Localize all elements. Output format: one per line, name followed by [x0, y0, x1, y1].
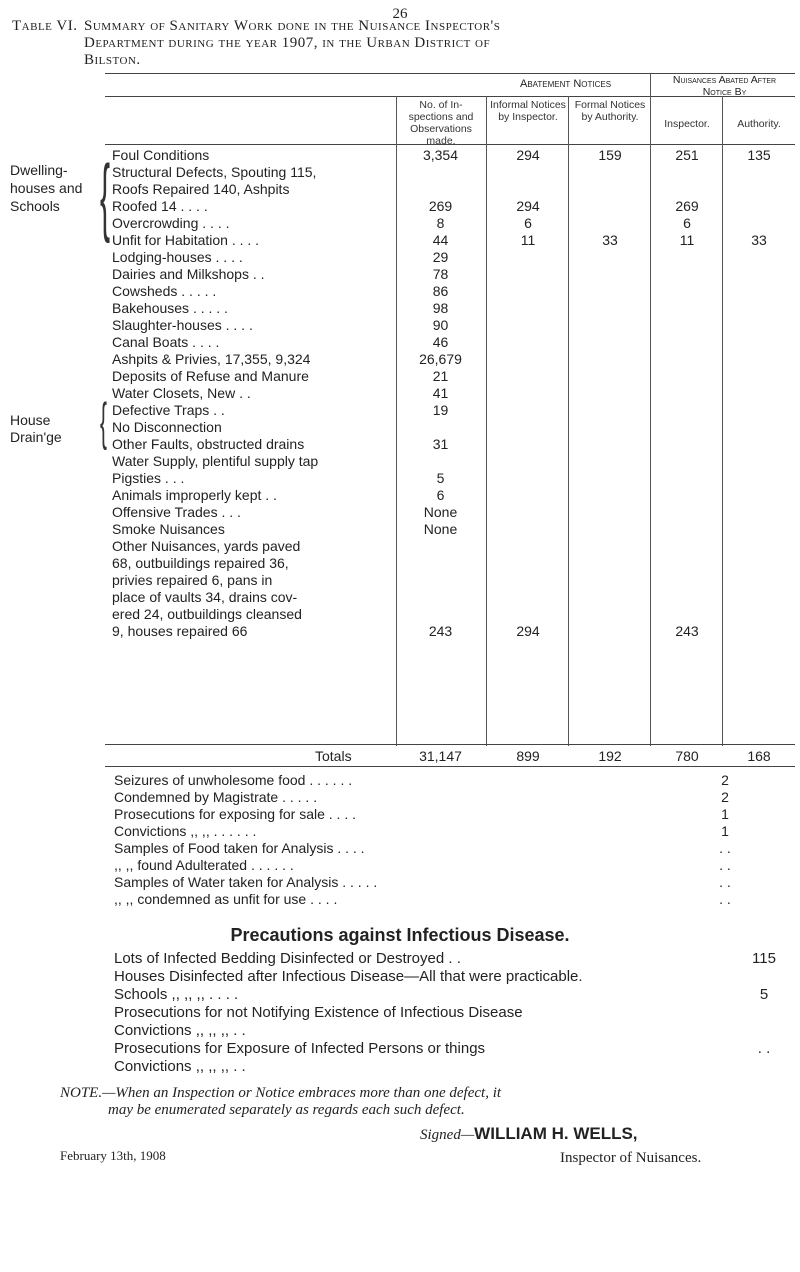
table-row: [0, 164, 800, 181]
misc-item-label: Seizures of unwholesome food . . . . . .: [114, 772, 353, 788]
table-label: Table VI.: [12, 18, 78, 34]
table-row: [0, 198, 800, 215]
table-row: [0, 555, 800, 572]
table-row: [0, 419, 800, 436]
row-label: privies repaired 6, pans in: [112, 572, 273, 588]
row-label: Dairies and Milkshops . .: [112, 266, 265, 282]
table-row: [0, 232, 800, 249]
totals-inspector: 780: [675, 748, 699, 764]
precaution-item-label: Schools ,, ,, ,, . . . .: [114, 986, 239, 1003]
totals-label: Totals: [315, 748, 352, 764]
row-label: Canal Boats . . . .: [112, 334, 220, 350]
col-inspector-heading: Inspector.: [664, 118, 710, 130]
misc-item-label: Samples of Water taken for Analysis . . . . .: [114, 874, 378, 890]
precaution-item-value: . .: [757, 1040, 771, 1057]
signatory-title: Inspector of Nuisances.: [560, 1150, 702, 1166]
cell-inspections: 26,679: [419, 351, 462, 367]
cell-inspector: 11: [679, 232, 695, 248]
cell-inspections: 31: [432, 436, 449, 452]
table-row: [0, 623, 800, 640]
row-label: Defective Traps . .: [112, 402, 225, 418]
table-row: [0, 317, 800, 334]
cell-inspections: None: [423, 504, 458, 520]
row-label: Other Faults, obstructed drains: [112, 436, 305, 452]
table-row: [0, 538, 800, 555]
totals-informal: 899: [516, 748, 540, 764]
group-dwelling-label: Dwelling-houses and Schools: [10, 162, 83, 214]
table-row: [0, 504, 800, 521]
col-authority-heading: Authority.: [737, 118, 781, 130]
cell-inspector: 251: [675, 147, 699, 163]
table-row: [0, 436, 800, 453]
cell-inspections: 269: [428, 198, 453, 214]
cell-inspections: 98: [432, 300, 449, 316]
cell-inspections: 78: [432, 266, 449, 282]
precaution-item-label: Prosecutions for not Notifying Existence of Infectious Disease: [114, 1004, 523, 1021]
misc-item-label: Convictions ,, ,, . . . . . .: [114, 823, 257, 839]
misc-item-value: . .: [719, 857, 731, 873]
table-row: [0, 589, 800, 606]
totals-formal: 192: [598, 748, 622, 764]
cell-authority: 33: [751, 232, 767, 248]
row-label: Overcrowding . . . .: [112, 215, 230, 231]
brace-dwelling: {: [100, 148, 111, 244]
row-label: No Disconnection: [112, 419, 222, 435]
totals-bottom-rule: [105, 766, 795, 767]
page-number: 26: [392, 6, 408, 22]
precaution-item-label: Convictions ,, ,, ,, . .: [114, 1058, 246, 1075]
cell-inspector: 6: [683, 215, 691, 231]
table-row: [0, 606, 800, 623]
caption-line-3: Bilston.: [84, 52, 141, 68]
cell-informal: 11: [520, 232, 536, 248]
cell-inspections: 46: [432, 334, 449, 350]
table-caption: [12, 18, 792, 69]
row-label: Cowsheds . . . . .: [112, 283, 217, 299]
row-label: ered 24, outbuildings cleansed: [112, 606, 302, 622]
precaution-item-label: Houses Disinfected after Infectious Disease—All that were practicable.: [114, 968, 583, 985]
group-drain-label: House Drain'ge: [10, 412, 62, 445]
cell-informal: 294: [516, 147, 540, 163]
row-label: Roofed 14 . . . .: [112, 198, 208, 214]
totals-inspections: 31,147: [419, 748, 462, 764]
misc-item-value: 2: [721, 772, 729, 788]
signatory-name: WILLIAM H. WELLS,: [474, 1124, 638, 1143]
row-label: Foul Conditions: [112, 147, 210, 163]
row-label: Water Closets, New . .: [112, 385, 251, 401]
precaution-item-label: Lots of Infected Bedding Disinfected or Destroyed . .: [114, 950, 461, 967]
cell-inspections: 3,354: [422, 147, 459, 163]
table-row: [0, 368, 800, 385]
cell-informal: 6: [524, 215, 532, 231]
signature-line: [420, 1124, 638, 1144]
row-label: Smoke Nuisances: [112, 521, 225, 537]
misc-item-value: 1: [721, 806, 729, 822]
table-row: [0, 334, 800, 351]
caption-line-1: Summary of Sanitary Work done in the Nuisance Inspector's: [84, 18, 501, 34]
misc-item-label: Samples of Food taken for Analysis . . . .: [114, 840, 365, 856]
misc-item-value: 1: [721, 823, 729, 839]
table-row: [0, 402, 800, 419]
cell-formal: 159: [598, 147, 622, 163]
row-label: Water Supply, plentiful supply tap: [112, 453, 319, 469]
row-label: Offensive Trades . . .: [112, 504, 241, 520]
table-row: [0, 181, 800, 198]
precaution-item-value: 5: [759, 986, 769, 1003]
table-row: [0, 453, 800, 470]
row-label: 9, houses repaired 66: [112, 623, 248, 639]
cell-inspections: 243: [428, 623, 453, 639]
footnote-line-1: NOTE.—When an Inspection or Notice embraces more than one defect, it: [60, 1085, 502, 1101]
totals-authority: 168: [747, 748, 771, 764]
precaution-item-value: 115: [752, 950, 776, 967]
cell-inspections: 44: [432, 232, 449, 248]
footnote: [60, 1085, 780, 1119]
misc-item-label: ,, ,, found Adulterated . . . . . .: [114, 857, 294, 873]
signed-label: Signed—: [420, 1127, 475, 1143]
row-label: Roofs Repaired 140, Ashpits: [112, 181, 290, 197]
totals-row: [0, 748, 800, 765]
table-row: [0, 385, 800, 402]
row-label: Other Nuisances, yards paved: [112, 538, 301, 554]
cell-inspections: 5: [436, 470, 445, 486]
row-label: place of vaults 34, drains cov-: [112, 589, 298, 605]
totals-top-rule: [105, 744, 795, 745]
precaution-item-label: Prosecutions for Exposure of Infected Persons or things: [114, 1040, 486, 1057]
misc-item-label: Condemned by Magistrate . . . . .: [114, 789, 318, 805]
col-inspections-heading: No. of In-spections and Observations made.: [408, 99, 474, 147]
cell-informal: 294: [516, 198, 540, 214]
table-row: [0, 521, 800, 538]
cell-inspections: 21: [432, 368, 449, 384]
table-row: [0, 283, 800, 300]
signature-date: February 13th, 1908: [60, 1148, 166, 1163]
cell-inspections: 6: [436, 487, 445, 503]
cell-inspections: 29: [432, 249, 449, 265]
row-label: 68, outbuildings repaired 36,: [112, 555, 289, 571]
table-row: [0, 249, 800, 266]
col-informal-heading: Informal Notices by Inspector.: [490, 99, 566, 123]
misc-item-value: . .: [719, 874, 731, 890]
table-row: [0, 487, 800, 504]
precautions-title: Precautions against Infectious Disease.: [230, 925, 570, 945]
cell-inspections: 41: [432, 385, 449, 401]
misc-item-value: . .: [719, 840, 731, 856]
precaution-item-label: Convictions ,, ,, ,, . .: [114, 1022, 246, 1039]
cell-inspections: 90: [432, 317, 449, 333]
row-label: Deposits of Refuse and Manure: [112, 368, 309, 384]
row-label: Animals improperly kept . .: [112, 487, 277, 503]
row-label: Pigsties . . .: [112, 470, 185, 486]
row-label: Structural Defects, Spouting 115,: [112, 164, 317, 180]
table-row: [0, 266, 800, 283]
cell-inspections: 19: [432, 402, 449, 418]
cell-informal: 294: [516, 623, 540, 639]
row-label: Unfit for Habitation . . . .: [112, 232, 260, 248]
brace-drain: {: [100, 393, 107, 451]
row-label: Lodging-houses . . . .: [112, 249, 243, 265]
cell-inspections: 8: [436, 215, 445, 231]
row-label: Bakehouses . . . . .: [112, 300, 228, 316]
misc-item-value: . .: [719, 891, 731, 907]
abatement-notices-heading: Abatement Notices: [520, 78, 612, 90]
nuisances-abated-heading: Nuisances Abated After Notice By: [672, 74, 777, 98]
row-label: Slaughter-houses . . . .: [112, 317, 253, 333]
cell-inspector: 269: [675, 198, 699, 214]
cell-formal: 33: [602, 232, 618, 248]
misc-item-label: ,, ,, condemned as unfit for use . . . .: [114, 891, 338, 907]
misc-item-value: 2: [721, 789, 729, 805]
cell-inspector: 243: [675, 623, 699, 639]
caption-line-2: Department during the year 1907, in the Urban District of: [84, 35, 491, 51]
table-row: [0, 470, 800, 487]
table-row: [0, 215, 800, 232]
table-row: [0, 147, 800, 164]
col-formal-heading: Formal Notices by Authority.: [574, 99, 646, 123]
cell-inspections: None: [423, 521, 458, 537]
table-row: [0, 300, 800, 317]
table-row: [0, 351, 800, 368]
footnote-line-2: may be enumerated separately as regards each such defect.: [108, 1102, 465, 1118]
cell-authority: 135: [747, 147, 771, 163]
row-label: Ashpits & Privies, 17,355, 9,324: [112, 351, 311, 367]
misc-item-label: Prosecutions for exposing for sale . . . .: [114, 806, 357, 822]
cell-inspections: 86: [432, 283, 449, 299]
table-row: [0, 572, 800, 589]
